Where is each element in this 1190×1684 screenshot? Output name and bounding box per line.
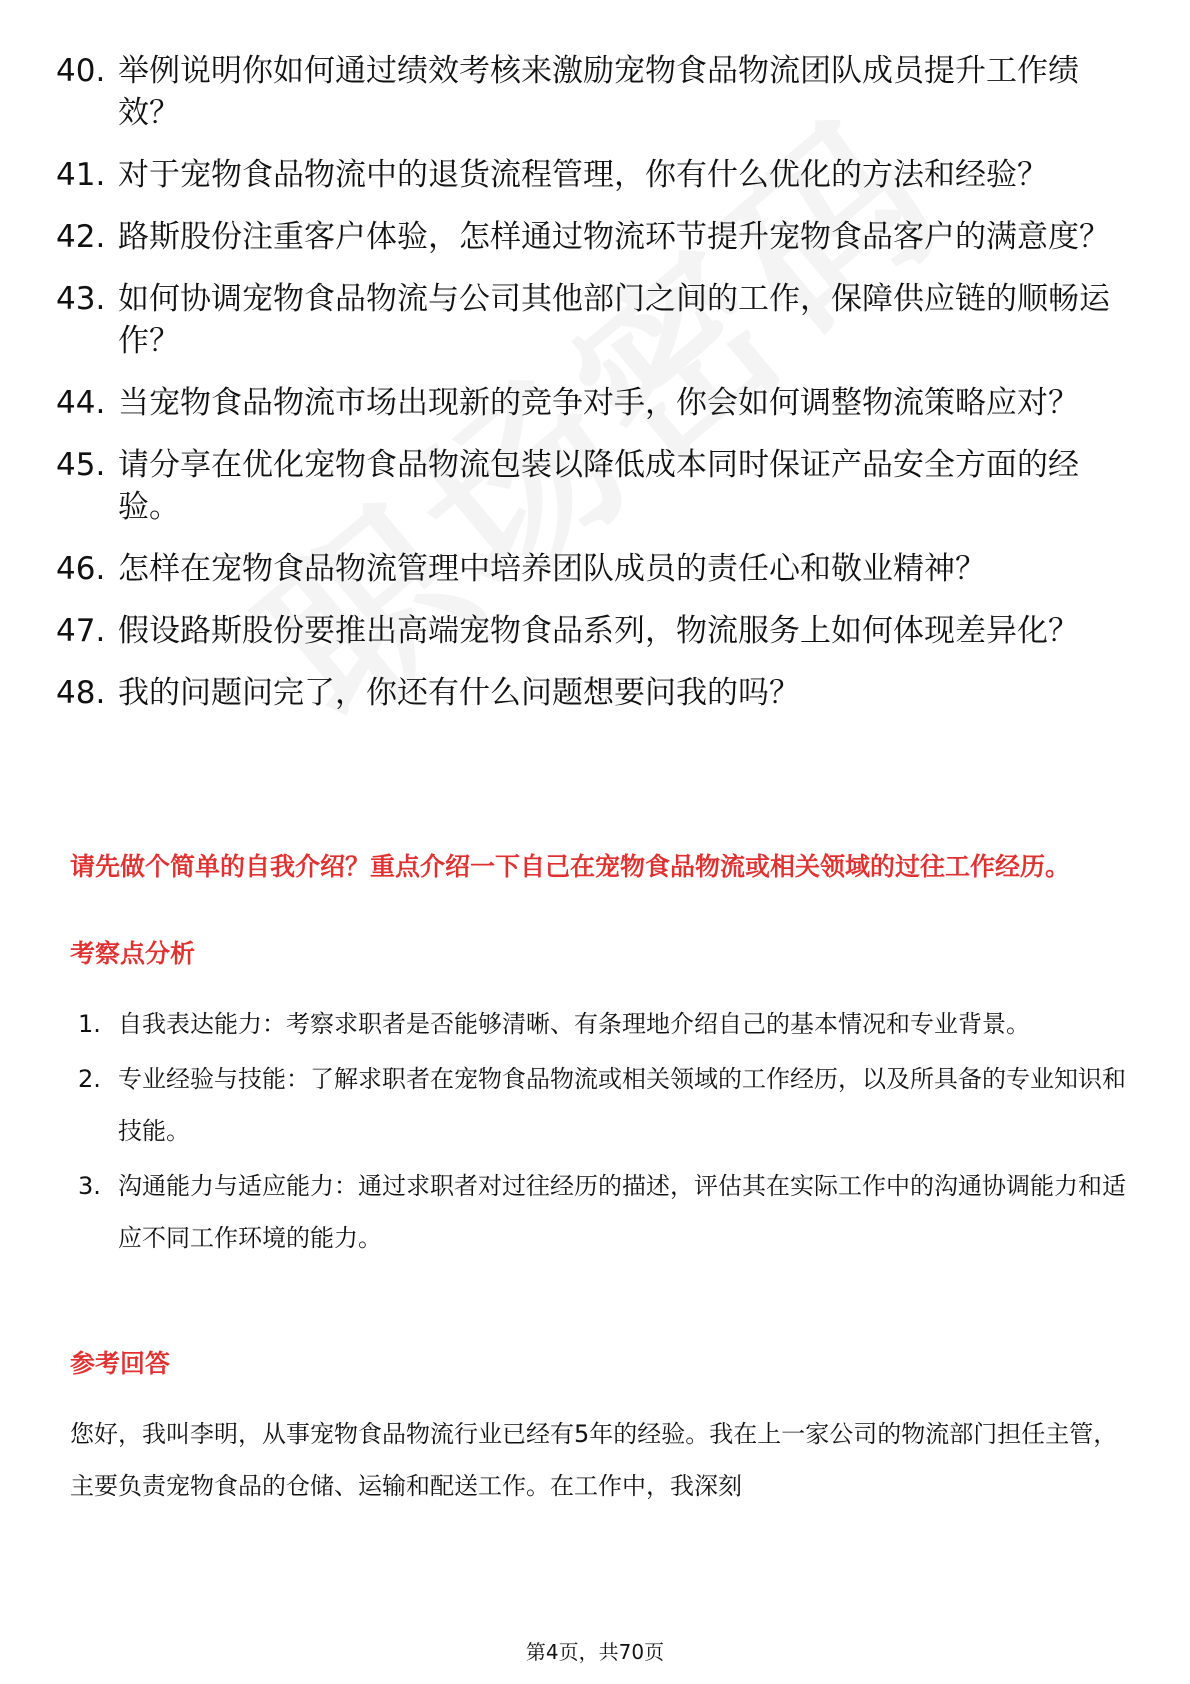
- question-number: 40.: [56, 53, 106, 89]
- answer-heading: 参考回答: [70, 1349, 171, 1378]
- page-footer: 第4页，共70页: [525, 1640, 665, 1664]
- question-list: [56, 50, 1136, 734]
- question-text: 路斯股份注重客户体验，怎样通过物流环节提升宠物食品客户的满意度？: [118, 219, 1110, 255]
- question-item: [56, 216, 1136, 258]
- question-number: 42.: [56, 219, 106, 255]
- question-text: 当宠物食品物流市场出现新的竞争对手，你会如何调整物流策略应对？: [118, 385, 1079, 421]
- question-number: 47.: [56, 613, 106, 649]
- question-number: 46.: [56, 551, 106, 587]
- question-item: [56, 278, 1136, 362]
- point-text: 沟通能力与适应能力：通过求职者对过往经历的描述，评估其在实际工作中的沟通协调能力和适应不同工作环境的能力。: [118, 1172, 1126, 1252]
- question-text: 如何协调宠物食品物流与公司其他部门之间的工作，保障供应链的顺畅运作？: [118, 281, 1110, 359]
- question-item: [56, 548, 1136, 590]
- question-item: [56, 154, 1136, 196]
- question-text: 举例说明你如何通过绩效考核来激励宠物食品物流团队成员提升工作绩效？: [118, 53, 1079, 131]
- point-number: 2.: [78, 1065, 101, 1093]
- question-text: 假设路斯股份要推出高端宠物食品系列，物流服务上如何体现差异化？: [118, 613, 1079, 649]
- analysis-points-list: [78, 998, 1128, 1267]
- analysis-heading: 考察点分析: [70, 939, 196, 968]
- analysis-point: [78, 1053, 1128, 1157]
- question-number: 48.: [56, 675, 106, 711]
- point-text: 自我表达能力：考察求职者是否能够清晰、有条理地介绍自己的基本情况和专业背景。: [118, 1010, 1030, 1038]
- question-number: 45.: [56, 447, 106, 483]
- question-text: 请分享在优化宠物食品物流包装以降低成本同时保证产品安全方面的经验。: [118, 447, 1079, 525]
- question-text: 我的问题问完了，你还有什么问题想要问我的吗？: [118, 675, 800, 711]
- question-item: [56, 444, 1136, 528]
- question-item: [56, 672, 1136, 714]
- question-item: [56, 50, 1136, 134]
- question-text: 怎样在宠物食品物流管理中培养团队成员的责任心和敬业精神？: [118, 551, 986, 587]
- question-number: 43.: [56, 281, 106, 317]
- analysis-point: [78, 998, 1128, 1050]
- point-text: 专业经验与技能：了解求职者在宠物食品物流或相关领域的工作经历，以及所具备的专业知识和技能。: [118, 1065, 1126, 1145]
- question-text: 对于宠物食品物流中的退货流程管理，你有什么优化的方法和经验？: [118, 157, 1048, 193]
- featured-question-title: 请先做个简单的自我介绍？重点介绍一下自己在宠物食品物流或相关领域的过往工作经历。: [70, 852, 1071, 881]
- analysis-point: [78, 1160, 1128, 1264]
- question-number: 44.: [56, 385, 106, 421]
- answer-text: 您好，我叫李明，从事宠物食品物流行业已经有5年的经验。我在上一家公司的物流部门担任主管，主要负责宠物食品的仓储、运输和配送工作。在工作中，我深刻: [70, 1420, 1118, 1500]
- question-item: [56, 382, 1136, 424]
- question-item: [56, 610, 1136, 652]
- point-number: 3.: [78, 1172, 101, 1200]
- point-number: 1.: [78, 1010, 101, 1038]
- question-number: 41.: [56, 157, 106, 193]
